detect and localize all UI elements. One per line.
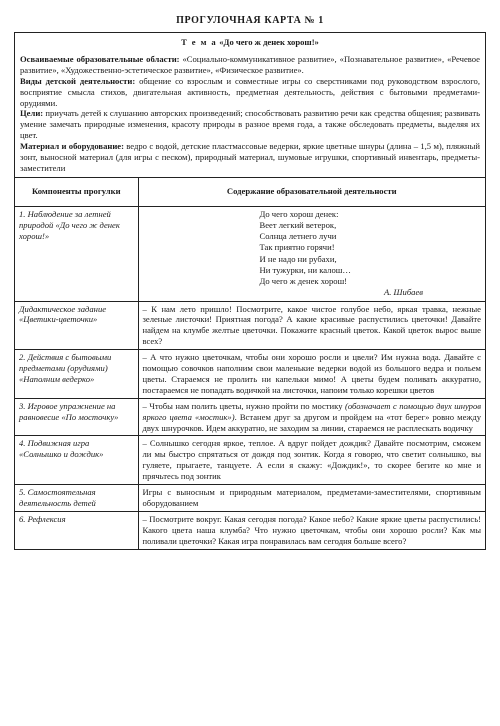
section-text: ведро с водой, детские пластмассовые ведерки, яркие цветные шнуры (длина – 1,5 м), пляжный зонт, выносной материал (для игры с песком), природный материал, шумовые игрушки, спортивный инвентарь, предметы-заместители <box>20 141 480 173</box>
section-areas <box>20 54 480 76</box>
activity-table <box>15 178 485 549</box>
poem <box>143 209 482 299</box>
poem-line: Солнца летнего лучи <box>259 231 337 242</box>
content-part: . Встанем друг за другом и пройдем на «тот берег» ровно между двух шнурочков. Идем аккуратно, не заходим за линии, стараемся не расплескать водичку <box>142 411 481 433</box>
section-text: приучать детей к слушанию авторских произведений; способствовать развитию речи как средства общения; развивать умение замечать природные изменения, красоту природы в разное время года, а также обследовать предметы, выделяя их цвет. <box>20 108 480 141</box>
row-content: – Посмотрите вокруг. Какая сегодня погода? Какое небо? Какие яркие цветы распустились! Какого цвета наша клумба? Что нужно цветочкам, чтобы они хорошо росли? Как мы поливали цветочки? Какая игра понравилась вам сегодня больше всего? <box>138 511 485 548</box>
card-intro <box>15 33 485 178</box>
content-part-italic: (обозначает с помощью двух шнуров яркого цвета «мостик») <box>142 400 481 422</box>
row-component: 6. Рефлексия <box>15 511 138 548</box>
section-text: общение со взрослым и совместные игры со сверстниками под руководством взрослого, восприятие смысла стихов, двигательная активность, предметная деятельность, действия с бытовыми предметами-орудиями. <box>20 75 480 108</box>
section-label: Цели: <box>20 108 44 119</box>
row-component: 1. Наблюдение за летней природой «До чего ж денек хорош!» <box>15 206 138 301</box>
section-label: Материал и оборудование: <box>20 141 124 152</box>
row-component: 3. Игровое упражнение на равновесие «По мосточку» <box>15 398 138 436</box>
table-row <box>15 350 485 399</box>
header-content: Содержание образовательной деятельности <box>138 178 485 207</box>
row-content <box>138 206 485 301</box>
table-row <box>15 301 485 350</box>
section-activities <box>20 76 480 109</box>
poem-line: До чего ж денек хорош! <box>259 276 348 287</box>
theme-label: Т е м а <box>181 37 218 47</box>
content-part: – Чтобы нам полить цветы, нужно пройти по мостику <box>142 400 345 411</box>
table-header-row <box>15 178 485 207</box>
table-row <box>15 511 485 548</box>
poem-line: До чего хорош денек: <box>259 208 339 219</box>
row-component: 5. Самостоятельная деятельность детей <box>15 485 138 512</box>
document-page <box>14 14 486 550</box>
section-text: «Социально-коммуникативное развитие», «Познавательное развитие», «Речевое развитие», «Художественно-эстетическое развитие», «Физическое развитие». <box>20 53 480 75</box>
table-row <box>15 436 485 485</box>
section-materials <box>20 141 480 174</box>
section-label: Виды детской деятельности: <box>20 75 136 86</box>
poem-line: Так приятно горячи! <box>259 242 335 253</box>
row-content: – Солнышко сегодня яркое, теплое. А вдруг пойдет дождик? Давайте посмотрим, сможем ли мы быстро спрятаться от дождя под зонтик. Когда я говорю, что светит солнышко, вы гуляете, прыгаете, танцуете. А если я скажу: «Дождик!», то скорее бегите ко мне и прячьтесь под зонтик <box>138 436 485 485</box>
poem-line: И не надо ни рубахи, <box>259 253 337 264</box>
table-row <box>15 398 485 436</box>
walk-card <box>14 32 486 550</box>
row-component: 2. Действия с бытовыми предметами (орудиями) «Наполним ведерко» <box>15 350 138 399</box>
section-goals <box>20 108 480 141</box>
row-content: – К нам лето пришло! Посмотрите, какое чистое голубое небо, яркая травка, нежные зеленые листочки! Приятная погода? А какие красивые распустились цветочки! Давайте найдем на клумбе желтые цветочки. Покажите красный цветок. Какой цветок вырос выше всех? <box>138 301 485 350</box>
poem-author: А. Шибаев <box>384 287 423 298</box>
header-components: Компоненты прогулки <box>15 178 138 207</box>
row-content: – А что нужно цветочкам, чтобы они хорошо росли и цвели? Им нужна вода. Давайте с помощью совочков наполним свои маленькие ведерки водой из большого ведра и польем цветы. Стараемся не пролить ни капельки мимо! А цветы будем поливать аккуратно, постараемся не попадать водичкой на листочки, напоим только корешки цветов <box>138 350 485 399</box>
document-title: ПРОГУЛОЧНАЯ КАРТА № 1 <box>176 15 324 26</box>
theme-title: «До чего ж денек хорош!» <box>219 37 319 47</box>
theme-line <box>20 37 480 48</box>
table-row <box>15 206 485 301</box>
poem-line: Веет легкий ветерок, <box>259 220 337 231</box>
section-label: Осваиваемые образовательные области: <box>20 53 180 64</box>
row-component: 4. Подвижная игра «Солнышко и дождик» <box>15 436 138 485</box>
row-content <box>138 398 485 436</box>
table-row <box>15 485 485 512</box>
row-content: Игры с выносным и природным материалом, предметами-заместителями, спортивным оборудованием <box>138 485 485 512</box>
poem-line: Ни тужурки, ни калош… <box>259 264 351 275</box>
row-component: Дидактическое задание «Цветики-цветочки» <box>15 301 138 350</box>
